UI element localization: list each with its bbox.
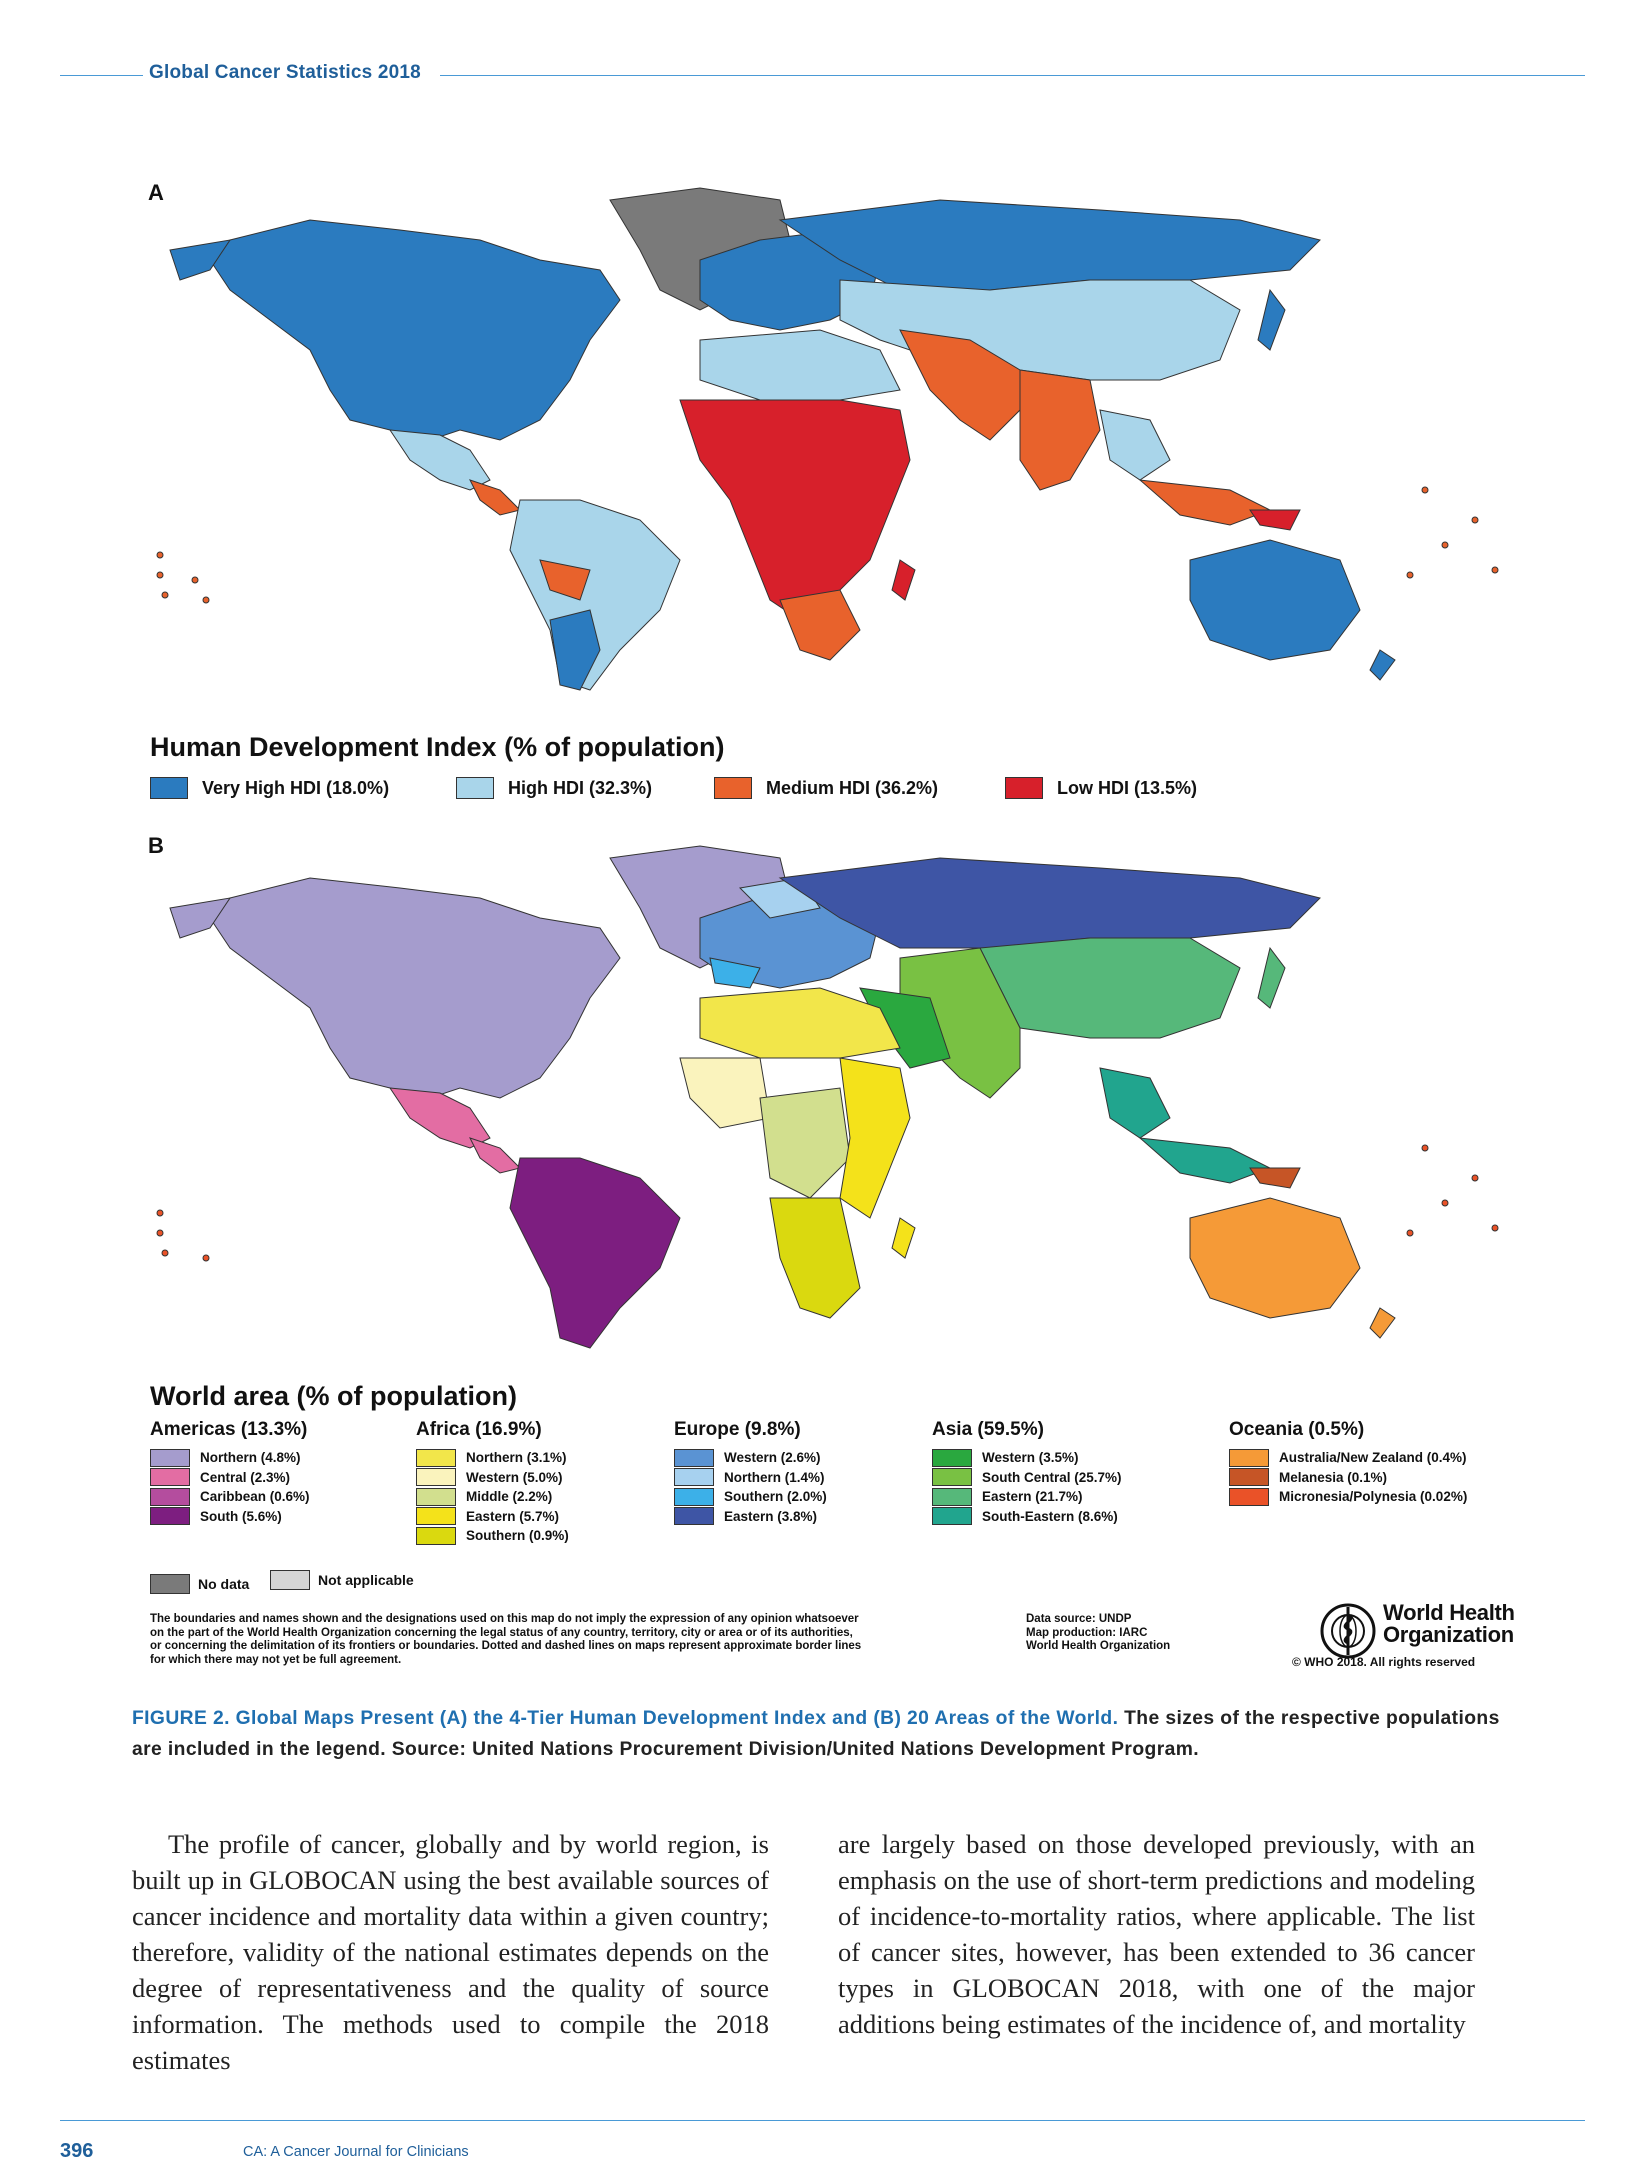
map-disclaimer: The boundaries and names shown and the designations used on this map do not imply the expression of any opinion whatsoever on the part of the World Health Organization concerning the legal status of any country, territory, city or area or of its authorities, or concerning the delimitation of its frontiers or boundaries. Dotted and dashed lines on maps represent approximate border lines for which there may not yet be full agreement.: [150, 1613, 862, 1666]
legend-group-oceania: Oceania (0.5%): [1229, 1419, 1365, 1440]
legend-swatch: [416, 1488, 456, 1506]
legend-swatch: [150, 1507, 190, 1525]
legend-list-africa: [416, 1448, 569, 1546]
legend-group-europe: Europe (9.8%): [674, 1419, 801, 1440]
legend-swatch: [150, 1468, 190, 1486]
legend-swatch: [150, 777, 188, 799]
legend-swatch: [932, 1488, 972, 1506]
legend-group-africa: Africa (16.9%): [416, 1419, 542, 1440]
legend-swatch: [674, 1449, 714, 1467]
legend-swatch: [150, 1449, 190, 1467]
map-north-america: [210, 878, 620, 1098]
legend-item: Northern (4.8%): [150, 1448, 310, 1468]
figure-caption-lead: FIGURE 2. Global Maps Present (A) the 4-Tier Human Development Index and (B) 20 Areas of the World.: [132, 1708, 1119, 1729]
legend-item: Western (5.0%): [416, 1468, 569, 1488]
legend-list-oceania: [1229, 1448, 1467, 1507]
map-central-africa: [680, 400, 910, 620]
legend-swatch: [456, 777, 494, 799]
legend-item: Western (3.5%): [932, 1448, 1122, 1468]
legend-item: Eastern (5.7%): [416, 1507, 569, 1527]
legend-swatch: [1229, 1488, 1269, 1506]
figure-caption: [132, 1703, 1512, 1765]
legend-item: Southern (2.0%): [674, 1487, 827, 1507]
legend-swatch: [416, 1507, 456, 1525]
who-name: World Health Organization: [1383, 1600, 1515, 1647]
map-south-america: [510, 500, 680, 690]
legend-swatch: [932, 1468, 972, 1486]
panel-a-letter: A: [148, 180, 164, 205]
legend-swatch: [1005, 777, 1043, 799]
legend-item: Northern (1.4%): [674, 1468, 827, 1488]
legend-item: South-Eastern (8.6%): [932, 1507, 1122, 1527]
legend-swatch: [674, 1468, 714, 1486]
header-rule-right: [440, 75, 1585, 76]
legend-list-americas: [150, 1448, 310, 1526]
map-australia: [1190, 1198, 1360, 1318]
page-number: 396: [60, 2140, 94, 2162]
legend-swatch: [416, 1468, 456, 1486]
legend-item: Caribbean (0.6%): [150, 1487, 310, 1507]
legend-swatch: [416, 1527, 456, 1545]
legend-swatch: [674, 1507, 714, 1525]
hdi-world-map: [140, 180, 1510, 710]
legend-very-high-hdi: Very High HDI (18.0%): [150, 777, 389, 799]
legend-not-applicable: Not applicable: [270, 1570, 414, 1590]
legend-group-asia: Asia (59.5%): [932, 1419, 1044, 1440]
legend-item: Central (2.3%): [150, 1468, 310, 1488]
legend-item: Eastern (3.8%): [674, 1507, 827, 1527]
footer-rule: [60, 2120, 1585, 2121]
legend-item: Australia/New Zealand (0.4%): [1229, 1448, 1467, 1468]
hdi-legend-title: Human Development Index (% of population): [150, 732, 725, 762]
legend-no-data: No data: [150, 1574, 249, 1594]
figure-caption-rest: The sizes of the respective populations are included in the legend. Source: United Nations Procurement Division/United Nations Development Program.: [132, 1708, 1500, 1760]
world-area-map: [140, 838, 1510, 1368]
legend-swatch: [932, 1507, 972, 1525]
legend-swatch: [674, 1488, 714, 1506]
legend-item: Micronesia/Polynesia (0.02%): [1229, 1487, 1467, 1507]
map-mexico: [390, 430, 490, 490]
legend-group-americas: Americas (13.3%): [150, 1419, 308, 1440]
body-column-left: [132, 1826, 769, 2078]
legend-swatch: [1229, 1468, 1269, 1486]
world-area-legend-title: World area (% of population): [150, 1381, 517, 1411]
panel-b-letter: B: [148, 833, 164, 858]
legend-item: Middle (2.2%): [416, 1487, 569, 1507]
legend-swatch: [416, 1449, 456, 1467]
map-credits: Data source: UNDP Map production: IARC World Health Organization: [1026, 1613, 1171, 1652]
body-column-right: [838, 1826, 1475, 2042]
legend-swatch: [150, 1574, 190, 1594]
map-north-america: [210, 220, 620, 440]
legend-list-europe: [674, 1448, 827, 1526]
legend-swatch: [714, 777, 752, 799]
who-emblem-icon: [1318, 1601, 1378, 1661]
legend-high-hdi: High HDI (32.3%): [456, 777, 652, 799]
body-paragraph: The profile of cancer, globally and by world region, is built up in GLOBOCAN using the best available sources of cancer incidence and mortality data within a given country; therefore, validity of the national estimates depends on the degree of representativeness and the quality of source information. The methods used to compile the 2018 estimates: [132, 1829, 769, 2075]
legend-low-hdi: Low HDI (13.5%): [1005, 777, 1197, 799]
legend-item: South Central (25.7%): [932, 1468, 1122, 1488]
legend-swatch: [1229, 1449, 1269, 1467]
legend-swatch: [270, 1570, 310, 1590]
legend-item: Eastern (21.7%): [932, 1487, 1122, 1507]
legend-item: Southern (0.9%): [416, 1526, 569, 1546]
legend-item: South (5.6%): [150, 1507, 310, 1527]
legend-swatch: [932, 1449, 972, 1467]
map-north-africa: [700, 330, 900, 400]
journal-name: CA: A Cancer Journal for Clinicians: [243, 2144, 469, 2160]
legend-item: Northern (3.1%): [416, 1448, 569, 1468]
running-title: Global Cancer Statistics 2018: [143, 62, 427, 84]
map-south-america: [510, 1158, 680, 1348]
who-copyright: © WHO 2018. All rights reserved: [1292, 1655, 1476, 1669]
legend-swatch: [150, 1488, 190, 1506]
header-rule-left: [60, 75, 150, 76]
map-australia: [1190, 540, 1360, 660]
legend-medium-hdi: Medium HDI (36.2%): [714, 777, 938, 799]
legend-item: Melanesia (0.1%): [1229, 1468, 1467, 1488]
body-paragraph: are largely based on those developed previously, with an emphasis on the use of short-term predictions and modeling of incidence-to-mortality ratios, where applicable. The list of cancer sites, however, has been extended to 36 cancer types in GLOBOCAN 2018, with one of the major additions being estimates of the incidence of, and mortality: [838, 1829, 1475, 2039]
legend-list-asia: [932, 1448, 1122, 1526]
map-mexico: [390, 1088, 490, 1148]
legend-item: Western (2.6%): [674, 1448, 827, 1468]
